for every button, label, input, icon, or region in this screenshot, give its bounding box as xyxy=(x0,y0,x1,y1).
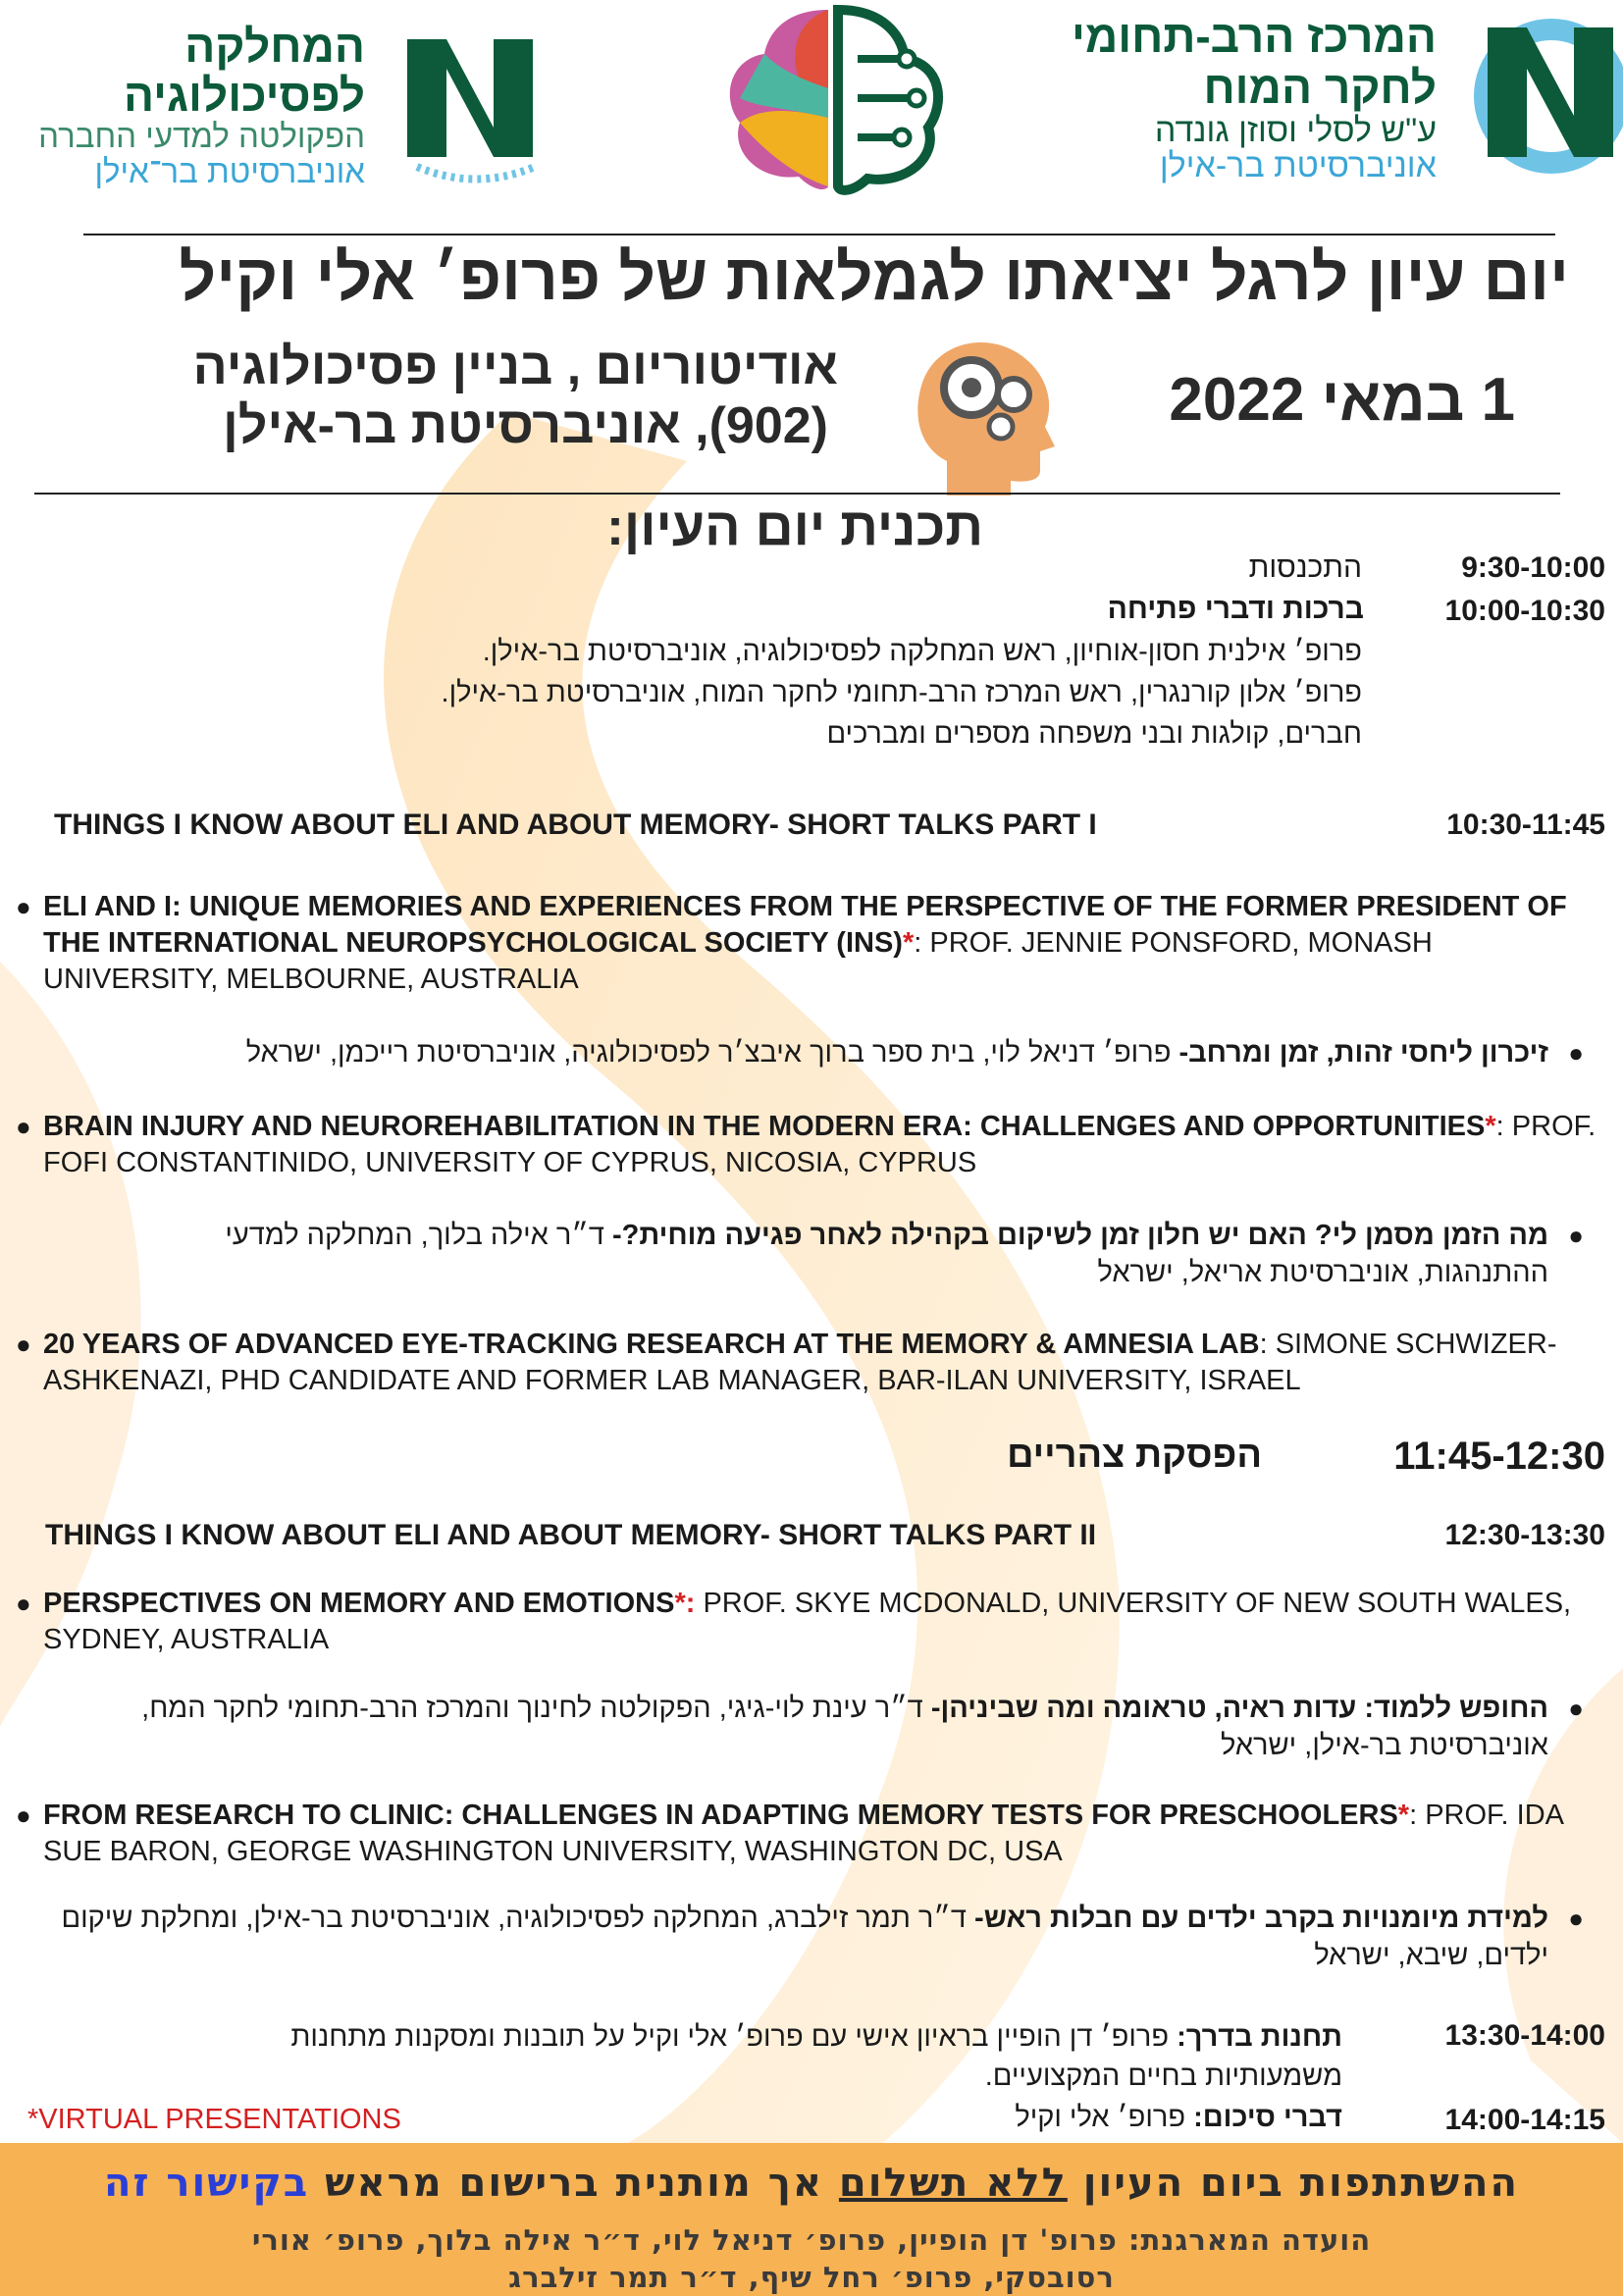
lunch-break-label: הפסקת צהריים xyxy=(1007,1435,1262,1476)
psych-dept-title-1: המחלקה xyxy=(184,21,365,72)
bullet-icon: ● xyxy=(1568,1038,1584,1068)
footer-banner xyxy=(0,2143,1623,2296)
virtual-presentations-note: *VIRTUAL PRESENTATIONS xyxy=(27,2104,401,2135)
bullet-icon: ● xyxy=(16,892,31,921)
bullet-icon: ● xyxy=(1568,1694,1584,1723)
slot-time: 12:30-13:30 xyxy=(1444,1519,1605,1551)
brain-center-title-1: המרכז הרב-תחומי xyxy=(1071,11,1437,62)
talk-item: ● זיכרון ליחסי זהות, זמן ומרחב- פרופ׳ דניאל לוי, בית ספר ברוך איבצ׳ר לפסיכולוגיה, אוניברסיטת רייכמן, ישראל xyxy=(112,1034,1584,1071)
milestones-text: תחנות בדרך: פרופ׳ דן הופיין בראיון אישי עם פרופ׳ אלי וקיל על תובנות ומסקנות מתחנות משמעותיות בחיים המקצועיים. xyxy=(290,2021,1342,2092)
colorful-brain-icon xyxy=(710,0,956,196)
venue-line-2: (902), אוניברסיטת בר-אילן xyxy=(223,397,828,454)
head-gears-icon xyxy=(908,324,1055,500)
organizing-committee-line-2: רסובסקי, פרופ׳ רחל שיף, ד״ר תמר זילברג xyxy=(508,2261,1115,2294)
brain-center-title-2: לחקר המוח xyxy=(1203,62,1437,113)
talk-item: ● PERSPECTIVES ON MEMORY AND EMOTIONS*: PROF. SKYE MCDONALD, UNIVERSITY OF NEW SOUTH WALES, SYDNEY, AUSTRALIA xyxy=(16,1588,1572,1655)
psych-dept-sub-1: הפקולטה למדעי החברה xyxy=(38,118,365,154)
slot-time: 10:00-10:30 xyxy=(1444,595,1605,627)
slot-time: 11:45-12:30 xyxy=(1393,1435,1605,1478)
session-title-part2: THINGS I KNOW ABOUT ELI AND ABOUT MEMORY- SHORT TALKS PART II xyxy=(45,1519,1097,1551)
bullet-icon: ● xyxy=(16,1330,31,1359)
venue-line-1: אודיטוריום , בניין פסיכולוגיה xyxy=(192,339,838,395)
talk-item: ● ELI AND I: UNIQUE MEMORIES AND EXPERIENCES FROM THE PERSPECTIVE OF THE FORMER PRESIDENT OF THE INTERNATIONAL NEUROPSYCHOLOGICAL SOCIETY (INS)*: PROF. JENNIE PONSFORD, MONASH UNIVERSITY, MELBOURNE, AUSTRALIA xyxy=(16,891,1567,995)
talk-item: ● מה הזמן מסמן לי? האם יש חלון זמן לשיקום בקהילה לאחר פגיעה מוחית?- ד״ר אילה בלוך, המחלקה למדעי ההתנהגות, אוניברסיטת אריאל, ישראל xyxy=(141,1217,1584,1291)
slot-label: ברכות ודברי פתיחה xyxy=(1107,593,1364,625)
brain-center-logo xyxy=(1046,0,1623,188)
opening-speaker-line: חברים, קולגות ובני משפחה מספרים ומברכים xyxy=(826,718,1362,750)
slot-time: 9:30-10:00 xyxy=(1461,551,1605,584)
opening-speaker-line: פרופ׳ אלון קורנגרין, ראש המרכז הרב-תחומי לחקר המוח, אוניברסיטת בר-אילן. xyxy=(441,677,1362,708)
slot-time: 10:30-11:45 xyxy=(1446,809,1605,841)
psychology-dept-logo xyxy=(0,0,574,196)
event-date: 1 במאי 2022 xyxy=(1169,366,1515,434)
bullet-icon: ● xyxy=(1568,1904,1584,1933)
psych-dept-sub-2: אוניברסיטת בר־אילן xyxy=(94,153,365,189)
brain-center-sub-2: אוניברסיטת בר-אילן xyxy=(1159,147,1437,184)
brain-graphic-box xyxy=(710,0,956,196)
bullet-icon: ● xyxy=(16,1589,31,1618)
registration-line: ההשתתפות ביום העיון ללא תשלום אך מותנית ברישום מראש בקישור זה xyxy=(103,2161,1520,2206)
psych-dept-title-2: לפסיכולוגיה xyxy=(123,70,365,121)
closing-remarks-text: דברי סיכום: פרופ׳ אלי וקיל xyxy=(1015,2102,1342,2133)
bullet-icon: ● xyxy=(16,1800,31,1830)
slot-label: התכנסות xyxy=(1248,551,1362,584)
talk-item: ● למידת מיומנויות בקרב ילדים עם חבלות ראש- ד״ר תמר זילברג, המחלקה לפסיכולוגיה, אוניברסיטת בר-אילן, ומחלקת שיקום ילדים, שיבא, ישראל xyxy=(4,1900,1584,1974)
talk-item: ● 20 YEARS OF ADVANCED EYE-TRACKING RESEARCH AT THE MEMORY & AMNESIA LAB: SIMONE SCHWIZER-ASHKENAZI, PHD CANDIDATE AND FORMER LAB MANAGER, BAR-ILAN UNIVERSITY, ISRAEL xyxy=(16,1329,1557,1396)
talk-item: ● החופש ללמוד: עדות ראיה, טראומה ומה שביניהן- ד״ר עינת לוי-גיגי, הפקולטה לחינוך והמרכז הרב-תחומי לחקר המח, אוניברסיטת בר-אילן, ישראל xyxy=(14,1690,1584,1764)
session-title-part1: THINGS I KNOW ABOUT ELI AND ABOUT MEMORY- SHORT TALKS PART I xyxy=(54,809,1097,841)
registration-link[interactable]: בקישור זה xyxy=(103,2161,310,2206)
event-title: יום עיון לרגל יציאתו לגמלאות של פרופ׳ אלי וקיל xyxy=(179,240,1569,313)
talk-item: ● BRAIN INJURY AND NEUROREHABILITATION IN THE MODERN ERA: CHALLENGES AND OPPORTUNITIES*: PROF. FOFI CONSTANTINIDO, UNIVERSITY OF CYPRUS, NICOSIA, CYPRUS xyxy=(16,1111,1597,1178)
bar-ilan-emblem-icon xyxy=(1468,10,1623,177)
bullet-icon: ● xyxy=(1568,1221,1584,1250)
slot-time: 13:30-14:00 xyxy=(1444,2019,1605,2052)
slot-time: 14:00-14:15 xyxy=(1444,2104,1605,2136)
bullet-icon: ● xyxy=(16,1112,31,1141)
brain-center-sub-1: ע"ש לסלי וסוזן גונדה xyxy=(1154,112,1437,149)
organizing-committee-line-1: הועדה המארגנת: פרופ' דן הופיין, פרופ׳ דניאל לוי, ד״ר אילה בלוך, פרופ׳ אורי xyxy=(251,2223,1372,2257)
opening-speaker-line: פרופ׳ אילנית חסון-אוחיון, ראש המחלקה לפסיכולוגיה, אוניברסיטת בר-אילן. xyxy=(482,636,1362,667)
talk-item: ● FROM RESEARCH TO CLINIC: CHALLENGES IN ADAPTING MEMORY TESTS FOR PRESCHOOLERS*: PROF. IDA SUE BARON, GEORGE WASHINGTON UNIVERSITY, WASHINGTON DC, USA xyxy=(16,1800,1563,1867)
bar-ilan-emblem-icon xyxy=(397,29,554,186)
program-heading: תכנית יום העיון: xyxy=(605,497,984,556)
